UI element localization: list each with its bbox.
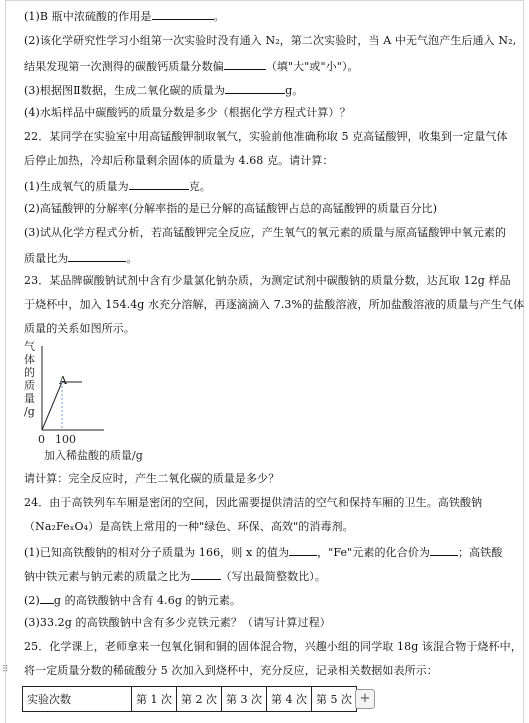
table-cell-header: 第 1 次 (132, 687, 177, 712)
q24-stem-line2: （Na₂FeₓO₄）是高铁上常用的一种"绿色、环保、高效"的消毒剂。 (24, 520, 354, 533)
q23-stem-line1: 23．某品牌碳酸钠试剂中含有少量氯化钠杂质，为测定试剂中碳酸钠的质量分数，达瓦取 12g 样品 (24, 274, 511, 287)
q21-part2-line1: (2)该化学研究性学习小组第一次实验时没有通入 N₂，第二次实验时，当 A 中无气泡产生后通入 N₂, (24, 34, 517, 47)
q23-question: 请计算：完全反应时，产生二氧化碳的质量是多少？ (24, 472, 280, 485)
answer-blank[interactable] (68, 250, 126, 262)
q24-part2: (2) g 的高铁酸钠中含有 4.6g 的钠元素。 (24, 594, 242, 607)
gas-mass-chart (22, 338, 162, 466)
table-cell-header: 第 2 次 (177, 687, 222, 712)
experiment-data-table (22, 686, 357, 712)
q22-part2: (2)高锰酸钾的分解率(分解率指的是已分解的高锰酸钾占总的高锰酸钾的质量百分比) (24, 202, 438, 215)
q22-part1: (1)生成氧气的质量为 克。 (24, 180, 211, 193)
q22-part3-line1: (3)试从化学方程式分析，若高锰酸钾完全反应，产生氧气的氧元素的质量与原高锰酸钾中氧元素的 (24, 226, 507, 239)
table-cell-header: 实验次数 (23, 687, 132, 712)
add-column-button[interactable]: + (355, 689, 375, 709)
q22-stem-line2: 后停止加热，冷却后称量剩余固体的质量为 4.68 克。请计算： (24, 154, 334, 167)
chart-xlabel: 加入稀盐酸的质量/g (44, 449, 143, 462)
q23-stem-line3: 质量的关系如图所示。 (24, 322, 135, 335)
page-border-top (5, 0, 524, 1)
page-border-right (523, 0, 524, 723)
q22-part3-line2: 质量比为 。 (24, 252, 138, 265)
q24-part3: (3)33.2g 的高铁酸钠中含有多少克铁元素？（请写计算过程） (24, 616, 331, 629)
q24-part1-line1: (1)已知高铁酸钠的相对分子质量为 166，则 x 的值为 ，"Fe"元素的化合价为 ；高铁酸 (24, 546, 503, 559)
chart-ylabel: 气体的质量/g (24, 340, 35, 418)
q25-stem-line2: 将一定质量分数的稀硫酸分 5 次加入到烧杯中，充分反应，记录相关数据如表所示： (24, 664, 438, 677)
q21-part2-line2: 结果发现第一次测得的碳酸钙质量分数偏 （填"大"或"小"）。 (24, 60, 359, 73)
q23-stem-line2: 于烧杯中，加入 154.4g 水充分溶解，再逐滴滴入 7.3%的盐酸溶液，所加盐酸溶液的质量与产生气体 (24, 298, 525, 311)
answer-blank[interactable] (129, 178, 189, 190)
table-cell-header: 第 3 次 (222, 687, 267, 712)
answer-blank[interactable] (430, 544, 458, 556)
answer-blank[interactable] (40, 592, 54, 604)
answer-blank[interactable] (152, 8, 214, 20)
q22-stem-line1: 22．某同学在实验室中用高锰酸钾制取氧气，实验前他准确称取 5 克高锰酸钾，收集到一定量气体 (24, 130, 508, 143)
answer-blank[interactable] (225, 82, 285, 94)
chart-series (42, 382, 82, 430)
page-border-left (5, 0, 6, 723)
q21-part3: (3)根据图Ⅱ数据，生成二氧化碳的质量为 g。 (24, 84, 304, 97)
answer-blank[interactable] (289, 544, 317, 556)
chart-tick-x-100: 100 (55, 433, 76, 446)
table-cell-header: 第 5 次 (312, 687, 357, 712)
chart-point-label-a: A (59, 374, 67, 387)
answer-blank[interactable] (191, 568, 221, 580)
table-cell-header: 第 4 次 (267, 687, 312, 712)
q24-stem-line1: 24．由于高铁列车车厢是密闭的空间，因此需要提供清洁的空气和保持车厢的卫生。高铁酸钠 (24, 496, 483, 509)
table-row (23, 687, 357, 712)
answer-blank[interactable] (224, 58, 266, 70)
q24-part1-line2: 钠中铁元素与钠元素的质量之比为 （写出最简整数比）。 (24, 570, 326, 583)
q25-stem-line1: 25．化学课上，老师拿来一包氧化铜和铜的固体混合物，兴趣小组的同学取 18g 该混合物于烧杯中， (24, 640, 522, 653)
q21-part1: (1)B 瓶中浓硫酸的作用是 。 (24, 10, 225, 23)
chart-tick-x-0: 0 (38, 433, 45, 446)
q21-part4: (4)水垢样品中碳酸钙的质量分数是多少（根据化学方程式计算）？ (24, 106, 351, 119)
table-drag-handle-icon[interactable]: ⠿ (2, 665, 9, 675)
